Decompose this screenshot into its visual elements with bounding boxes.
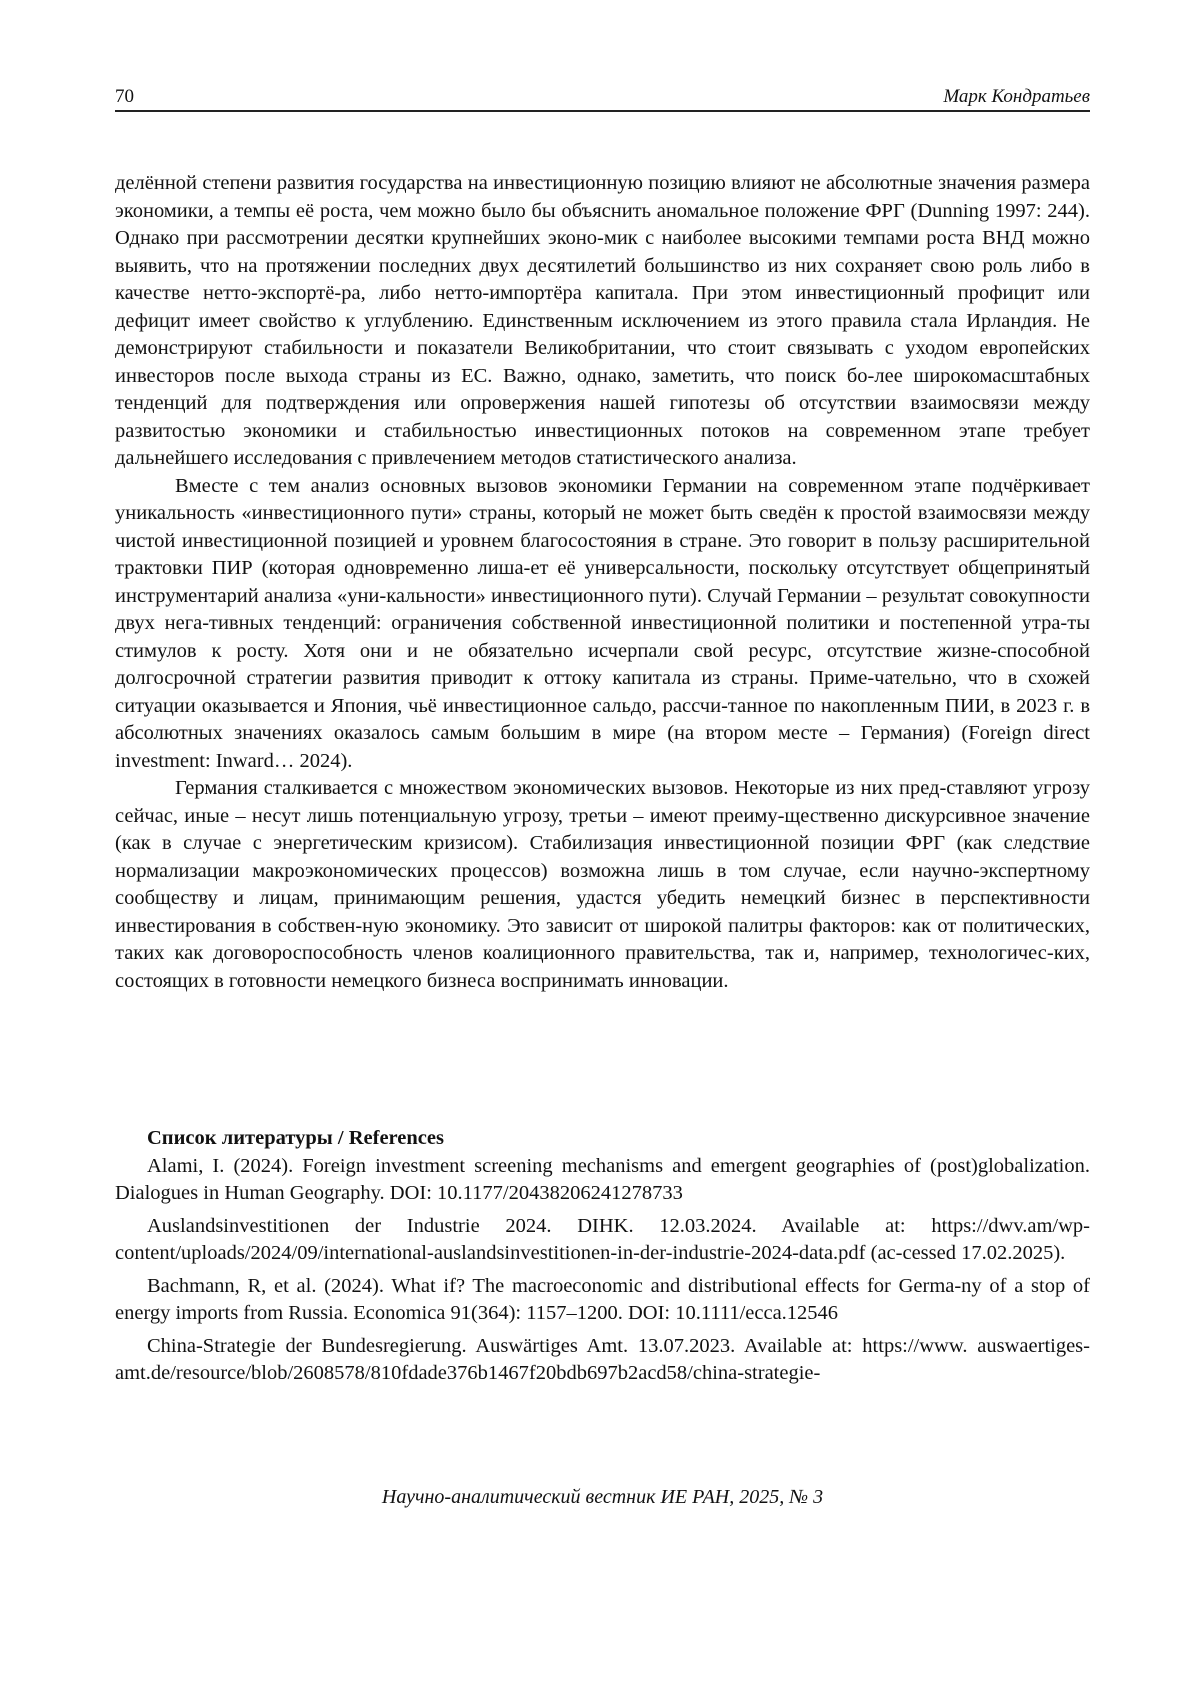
references-heading: Список литературы / References (147, 1127, 444, 1149)
page-number: 70 (115, 86, 134, 107)
reference-item: Alami, I. (2024). Foreign investment screening mechanisms and emergent geographies of (post)globalization. Dialogues in Human Geography. DOI: 10.1177/20438206241278733 (115, 1154, 1090, 1204)
reference-item: Bachmann, R, et al. (2024). What if? The macroeconomic and distributional effects for Germa-ny of a stop of energy imports from Russia. Economica 91(364): 1157–1200. DOI: 10.1111/ecca.12546 (115, 1274, 1090, 1324)
journal-footer: Научно-аналитический вестник ИЕ РАН, 2025, № 3 (381, 1486, 824, 1508)
body-paragraph: делённой степени развития государства на инвестиционную позицию влияют не абсолютные значения размера экономики, а темпы её роста, чем можно было бы объяснить аномальное положение ФРГ (Dunning 1997: 244). Однако при рассмотрении десятки крупнейших эконо-мик с наиболее высокими темпами роста ВНД можно выявить, что на протяжении последних двух десятилетий большинство из них сохраняет свою роль либо в качестве нетто-экспортё-ра, либо нетто-импортёра капитала. При этом инвестиционный профицит или дефицит имеет свойство к углублению. Единственным исключением из этого правила стала Ирландия. Не демонстрируют стабильности и показатели Великобритании, что стоит связывать с уходом европейских инвесторов после выхода страны из ЕС. Важно, однако, заметить, что поиск бо-лее широкомасштабных тенденций для подтверждения или опровержения нашей гипотезы об отсутствии взаимосвязи между развитостью экономики и стабильностью инвестиционных потоков на современном этапе требует дальнейшего исследования с привлечением методов статистического анализа. (115, 172, 1090, 469)
article-body (115, 170, 1090, 995)
body-paragraph: Вместе с тем анализ основных вызовов экономики Германии на современном этапе подчёркивает уникальность «инвестиционного пути» страны, который не может быть сведён к простой взаимосвязи между чистой инвестиционной позицией и уровнем благосостояния в стране. Это говорит в пользу расширительной трактовки ПИР (которая одновременно лиша-ет её универсальности, поскольку отсутствует общепринятый инструментарий анализа «уни-кальности» инвестиционного пути). Случай Германии – результат совокупности двух нега-тивных тенденций: ограничения собственной инвестиционной политики и постепенной утра-ты стимулов к росту. Хотя они и не обязательно исчерпали свой ресурс, отсутствие жизне-способной долгосрочной стратегии развития приводит к оттоку капитала из страны. Приме-чательно, что в схожей ситуации оказывается и Япония, чьё инвестиционное сальдо, рассчи-танное по накопленным ПИИ, в 2023 г. в абсолютных значениях оказалось самым большим в мире (на втором месте – Германия) (Foreign direct investment: Inward… 2024). (115, 474, 1090, 772)
body-paragraph: Германия сталкивается с множеством экономических вызовов. Некоторые из них пред-ставляют угрозу сейчас, иные – несут лишь потенциальную угрозу, третьи – имеют преиму-щественно дискурсивное значение (как в случае с энергетическим кризисом). Стабилизация инвестиционной позиции ФРГ (как следствие нормализации макроэкономических процессов) возможна лишь в том случае, если научно-экспертному сообществу и лицам, принимающим решения, удастся убедить немецкий бизнес в перспективности инвестирования в собствен-ную экономику. Это зависит от широкой палитры факторов: как от политических, таких как договороспособность членов коалиционного правительства, так и, например, технологичес-ких, состоящих в готовности немецкого бизнеса воспринимать инновации. (115, 777, 1090, 992)
references-section (115, 1125, 1090, 1393)
running-head (115, 86, 1090, 108)
reference-item: Auslandsinvestitionen der Industrie 2024. DIHK. 12.03.2024. Available at: https://dwv.am/wp-content/uploads/2024/09/international-auslandsinvestitionen-in-der-industrie-2024-data.pdf (ac-cessed 17.02.2025). (115, 1214, 1090, 1264)
reference-item: China-Strategie der Bundesregierung. Auswärtiges Amt. 13.07.2023. Available at: https://www. auswaertiges-amt.de/resource/blob/2608578/810fdade376b1467f20bdb697b2acd58/china-strategie- (115, 1334, 1090, 1384)
running-head-author: Марк Кондратьев (943, 86, 1090, 107)
header-rule (115, 110, 1090, 112)
